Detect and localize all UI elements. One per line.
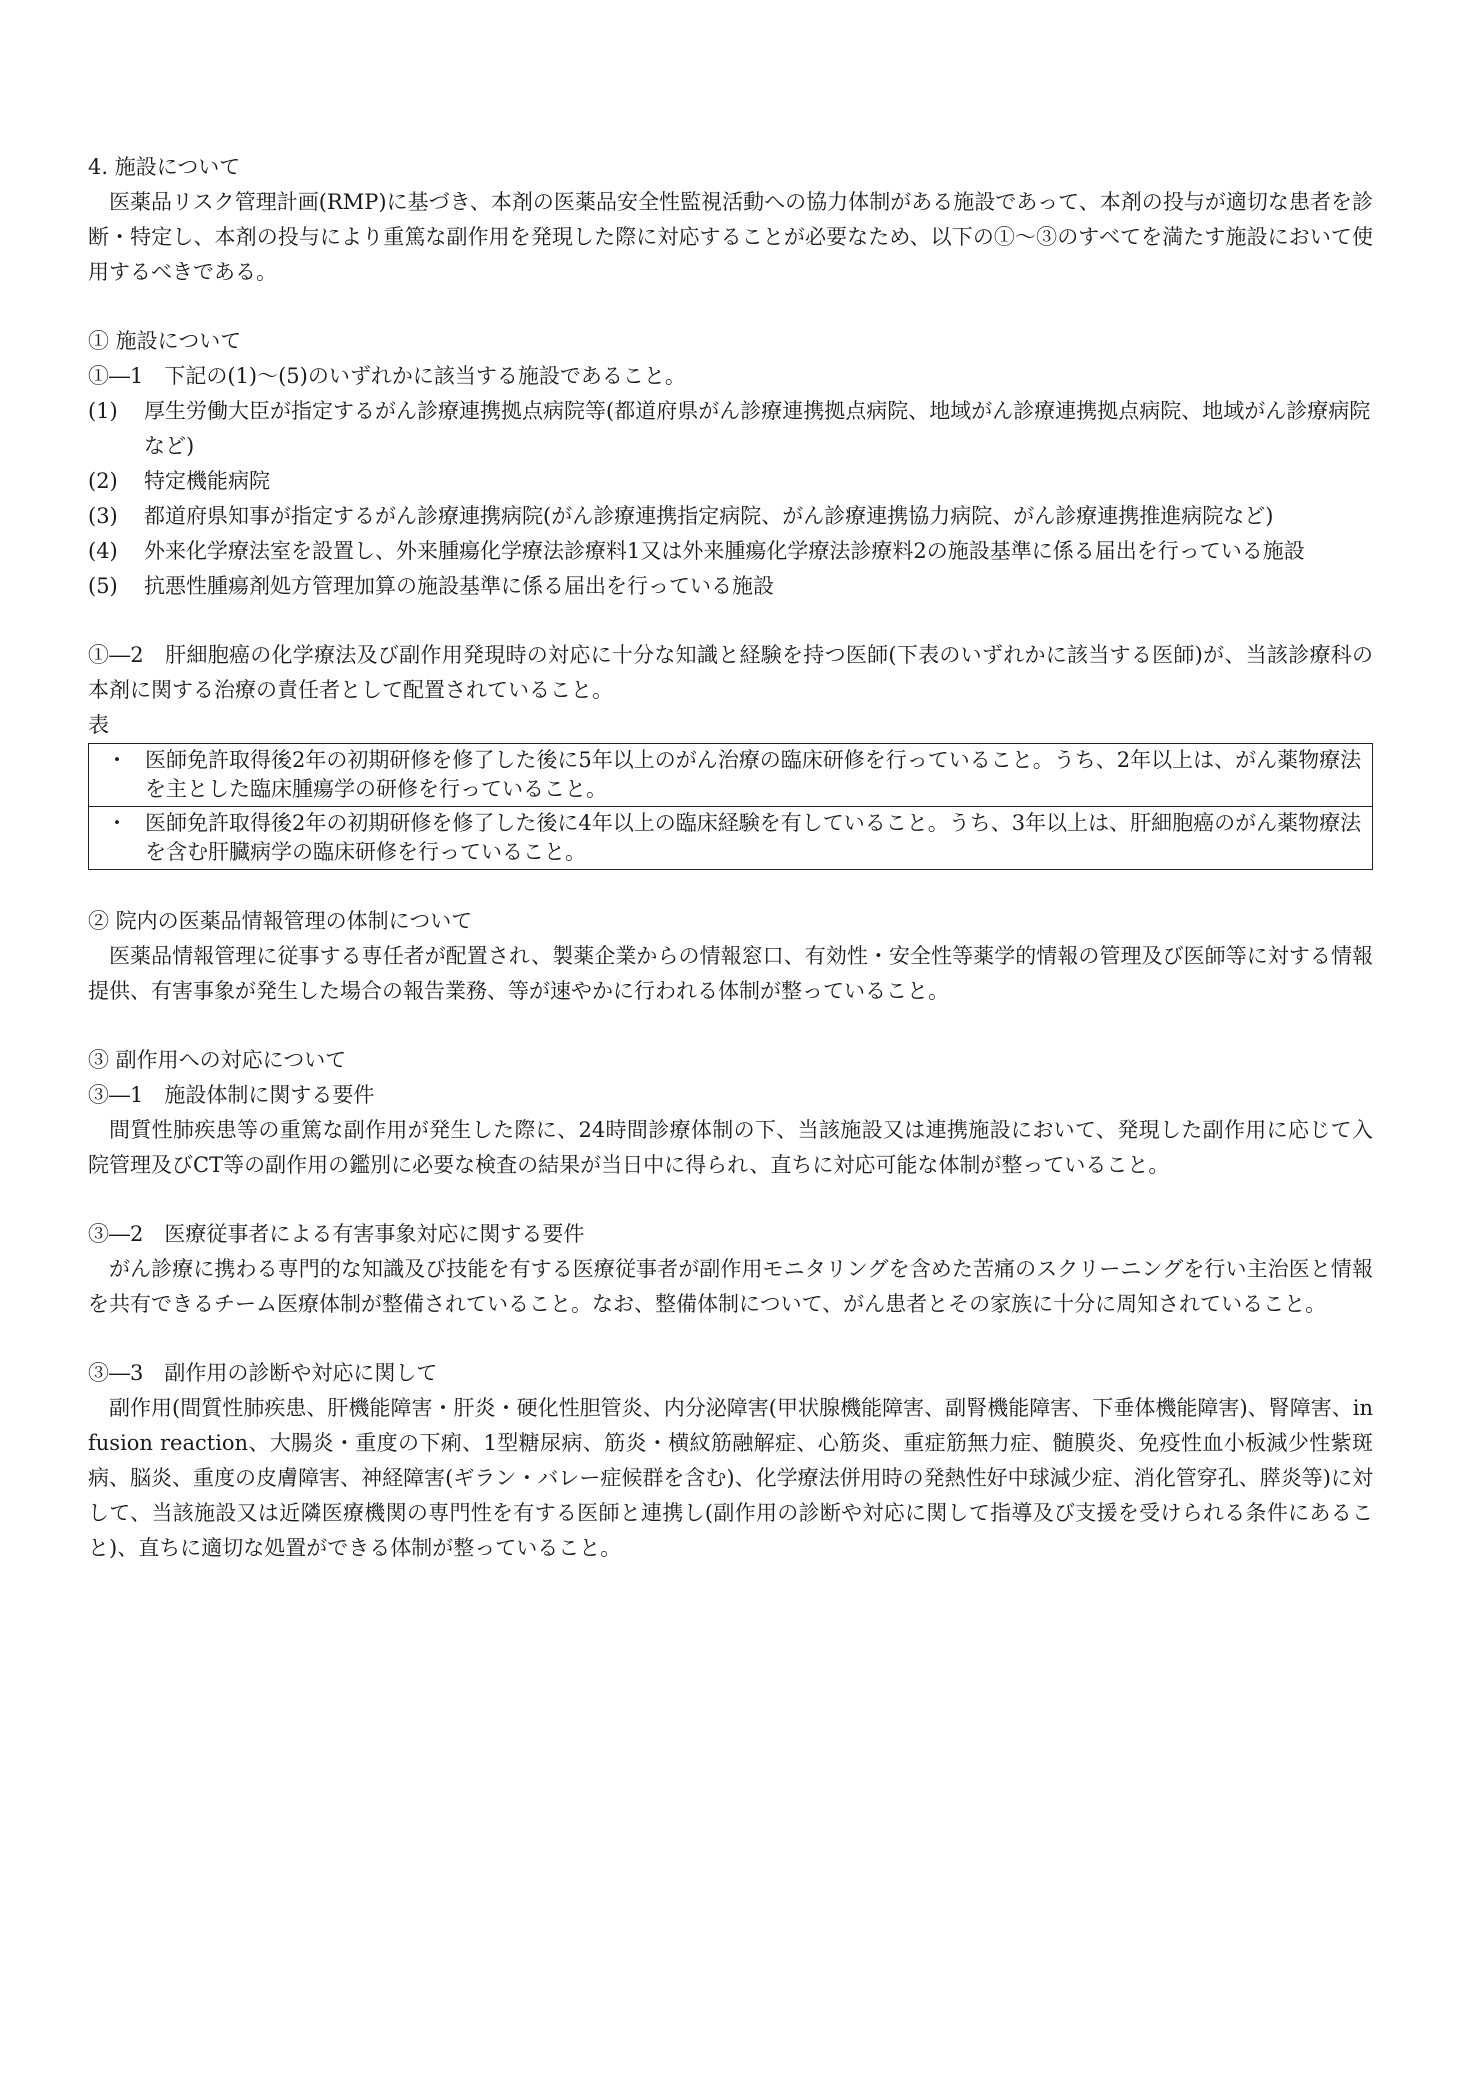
requirement-text: 医師免許取得後2年の初期研修を修了した後に4年以上の臨床経験を有していること。うち、3年以上は、肝細胞癌のがん薬物療法を含む肝臓病学の臨床研修を行っていること。 (145, 811, 1362, 864)
list-text: 抗悪性腫瘍剤処方管理加算の施設基準に係る届出を行っている施設 (144, 574, 774, 598)
list-item (88, 569, 1373, 604)
table-row (89, 807, 1373, 870)
list-text: 外来化学療法室を設置し、外来腫瘍化学療法診療料1又は外来腫瘍化学療法診療料2の施設基準に係る届出を行っている施設 (144, 539, 1305, 563)
table-cell (89, 807, 1373, 870)
part3-heading: ③ 副作用への対応について (88, 1048, 347, 1072)
list-number: (1) (88, 399, 118, 423)
part2-text: 医薬品情報管理に従事する専任者が配置され、製薬企業からの情報窓口、有効性・安全性等薬学的情報の管理及び医師等に対する情報提供、有害事象が発生した場合の報告業務、等が速やかに行われる体制が整っていること。 (88, 944, 1373, 1003)
bullet: ・ (106, 811, 128, 835)
list-number: (3) (88, 504, 118, 528)
list-number: (5) (88, 574, 118, 598)
list-number: (2) (88, 469, 118, 493)
part1-heading: ① 施設について (88, 329, 242, 353)
part3-sub2-text: がん診療に携わる専門的な知識及び技能を有する医療従事者が副作用モニタリングを含めた苦痛のスクリーニングを行い主治医と情報を共有できるチーム医療体制が整備されていること。なお、整備体制について、がん患者とその家族に十分に周知されていること。 (88, 1257, 1373, 1316)
table-row (89, 744, 1373, 807)
requirement-text: 医師免許取得後2年の初期研修を修了した後に5年以上のがん治療の臨床研修を行っていること。うち、2年以上は、がん薬物療法を主とした臨床腫瘍学の研修を行っていること。 (145, 748, 1362, 801)
requirements-table (88, 743, 1373, 870)
list-text: 特定機能病院 (144, 469, 270, 493)
part3-sub1-heading: ③―1 施設体制に関する要件 (88, 1083, 375, 1107)
part3-sub3-heading: ③―3 副作用の診断や対応に関して (88, 1361, 438, 1385)
part2-heading: ② 院内の医薬品情報管理の体制について (88, 909, 473, 933)
part3-sub2-heading: ③―2 医療従事者による有害事象対応に関する要件 (88, 1222, 585, 1246)
list-text: 厚生労働大臣が指定するがん診療連携拠点病院等(都道府県がん診療連携拠点病院、地域がん診療連携拠点病院、地域がん診療病院など) (144, 399, 1371, 458)
part1-sub2-text: ①―2 肝細胞癌の化学療法及び副作用発現時の対応に十分な知識と経験を持つ医師(下表のいずれかに該当する医師)が、当該診療科の本剤に関する治療の責任者として配置されていること。 (88, 643, 1373, 702)
list-item (88, 394, 1373, 464)
list-item (88, 464, 1373, 499)
table-label: 表 (88, 713, 109, 737)
table-cell (89, 744, 1373, 807)
section-intro: 医薬品リスク管理計画(RMP)に基づき、本剤の医薬品安全性監視活動への協力体制がある施設であって、本剤の投与が適切な患者を診断・特定し、本剤の投与により重篤な副作用を発現した際に対応することが必要なため、以下の①～③のすべてを満たす施設において使用するべきである。 (88, 190, 1373, 284)
document-body (88, 150, 1373, 1566)
part1-sub1-heading: ①―1 下記の(1)～(5)のいずれかに該当する施設であること。 (88, 364, 686, 388)
section-heading: 4. 施設について (88, 155, 241, 179)
list-item (88, 534, 1373, 569)
list-text: 都道府県知事が指定するがん診療連携病院(がん診療連携指定病院、がん診療連携協力病院、がん診療連携推進病院など) (144, 504, 1274, 528)
part3-sub1-text: 間質性肺疾患等の重篤な副作用が発生した際に、24時間診療体制の下、当該施設又は連携施設において、発現した副作用に応じて入院管理及びCT等の副作用の鑑別に必要な検査の結果が当日中に得られ、直ちに対応可能な体制が整っていること。 (88, 1118, 1373, 1177)
list-item (88, 499, 1373, 534)
part3-sub3-text: 副作用(間質性肺疾患、肝機能障害・肝炎・硬化性胆管炎、内分泌障害(甲状腺機能障害、副腎機能障害、下垂体機能障害)、腎障害、infusion reaction、大腸炎・重度の下痢、1型糖尿病、筋炎・横紋筋融解症、心筋炎、重症筋無力症、髄膜炎、免疫性血小板減少性紫斑病、脳炎、重度の皮膚障害、神経障害(ギラン・バレー症候群を含む)、化学療法併用時の発熱性好中球減少症、消化管穿孔、膵炎等)に対して、当該施設又は近隣医療機関の専門性を有する医師と連携し(副作用の診断や対応に関して指導及び支援を受けられる条件にあること)、直ちに適切な処置ができる体制が整っていること。 (88, 1396, 1373, 1560)
bullet: ・ (106, 748, 128, 772)
list-number: (4) (88, 539, 118, 563)
